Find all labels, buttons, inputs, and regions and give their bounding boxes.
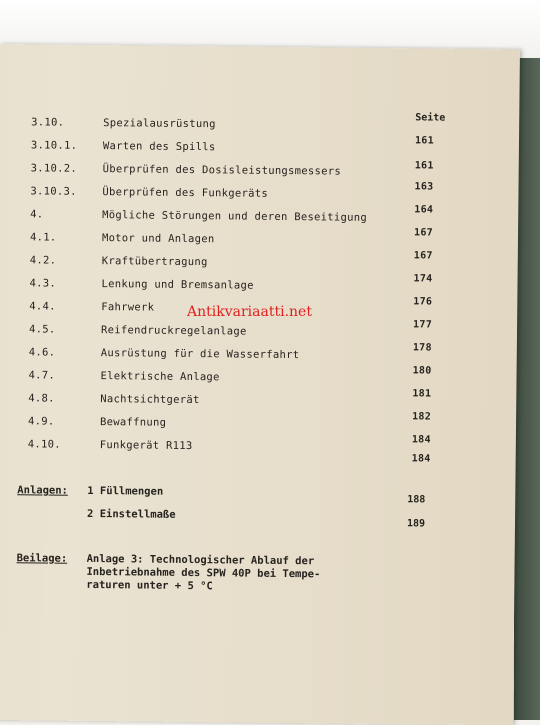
toc-page: 176	[413, 296, 433, 308]
anlage-page: 188	[407, 494, 426, 506]
toc-title: Überprüfen des Funkgeräts	[102, 186, 269, 200]
toc-page: 174	[413, 273, 433, 285]
toc-row	[0, 365, 517, 392]
toc-number: 4.2.	[29, 254, 57, 267]
toc-title: Funkgerät R113	[99, 439, 193, 453]
toc-title: Kraftübertragung	[101, 255, 208, 269]
toc-title: Mögliche Störungen und deren Beseitigung	[102, 209, 368, 224]
toc-page: 177	[413, 319, 433, 331]
toc-row	[0, 250, 518, 277]
toc-number: 4.	[30, 208, 44, 221]
toc-number: 4.10.	[27, 438, 61, 451]
toc-number: 4.7.	[28, 369, 56, 382]
toc-page: 180	[412, 365, 432, 377]
toc-number: 4.5.	[28, 323, 56, 336]
toc-title: Warten des Spills	[102, 140, 216, 154]
toc-page: 161	[414, 160, 434, 172]
toc-title: Überprüfen des Dosisleistungsmessers	[102, 163, 342, 178]
toc-page: 164	[414, 204, 434, 216]
toc-page: 181	[412, 388, 432, 400]
toc-number: 4.8.	[28, 392, 55, 405]
anlage-item: 1 Füllmengen	[87, 484, 164, 498]
toc-title: Lenkung und Bremsanlage	[101, 278, 254, 292]
toc-row	[0, 181, 518, 208]
toc-title: Motor und Anlagen	[101, 232, 215, 246]
toc-number: 3.10.	[31, 116, 65, 129]
toc-number: 3.10.3.	[30, 185, 77, 198]
anlage-page: 189	[406, 518, 426, 530]
toc-page: 163	[414, 181, 434, 193]
toc-number: 3.10.1.	[30, 139, 78, 152]
toc-page: 182	[412, 411, 432, 423]
toc-title: Nachtsichtgerät	[100, 393, 200, 407]
toc-row	[0, 342, 517, 369]
toc-row	[0, 411, 516, 438]
toc-number: 4.9.	[27, 415, 55, 428]
toc-title: Spezialausrüstung	[103, 117, 216, 131]
toc-number: 4.6.	[28, 346, 56, 359]
document-page	[0, 44, 520, 725]
toc-row	[0, 227, 518, 254]
toc-page: 167	[413, 227, 434, 239]
toc-page: 178	[412, 342, 432, 354]
toc-title: Reifendruckregelanlage	[100, 324, 247, 338]
toc-title: Bewaffnung	[99, 416, 167, 429]
watermark-text: Antikvariaatti.net	[187, 304, 312, 320]
toc-title: Ausrüstung für die Wasserfahrt	[100, 347, 300, 362]
beilage-line: raturen unter + 5 °C	[86, 578, 213, 593]
beilage-line: Inbetriebnahme des SPW 40P bei Tempe-	[86, 565, 321, 581]
page-column-header: Seite	[415, 112, 446, 124]
toc-number: 3.10.2.	[30, 162, 78, 175]
toc-row	[0, 135, 519, 162]
toc-row	[0, 162, 519, 185]
toc-page: 161	[414, 135, 435, 147]
toc-page: 184	[411, 453, 431, 465]
beilage-label: Beilage:	[16, 552, 68, 565]
toc-page: 184	[411, 434, 431, 446]
toc-title: Fahrwerk	[101, 301, 155, 314]
toc-row	[0, 319, 517, 346]
toc-number: 4.4.	[29, 300, 56, 313]
toc-row	[0, 204, 518, 231]
toc-number: 4.3.	[29, 277, 57, 290]
toc-row	[0, 273, 518, 300]
anlage-item: 2 Einstellmaße	[87, 507, 176, 521]
anlagen-label: Anlagen:	[17, 484, 68, 497]
toc-row	[0, 388, 516, 415]
toc-number: 4.1.	[29, 231, 57, 244]
beilage-line: Anlage 3: Technologischer Ablauf der	[86, 552, 315, 568]
toc-title: Elektrische Anlage	[100, 370, 220, 384]
toc-page: 167	[413, 250, 433, 262]
